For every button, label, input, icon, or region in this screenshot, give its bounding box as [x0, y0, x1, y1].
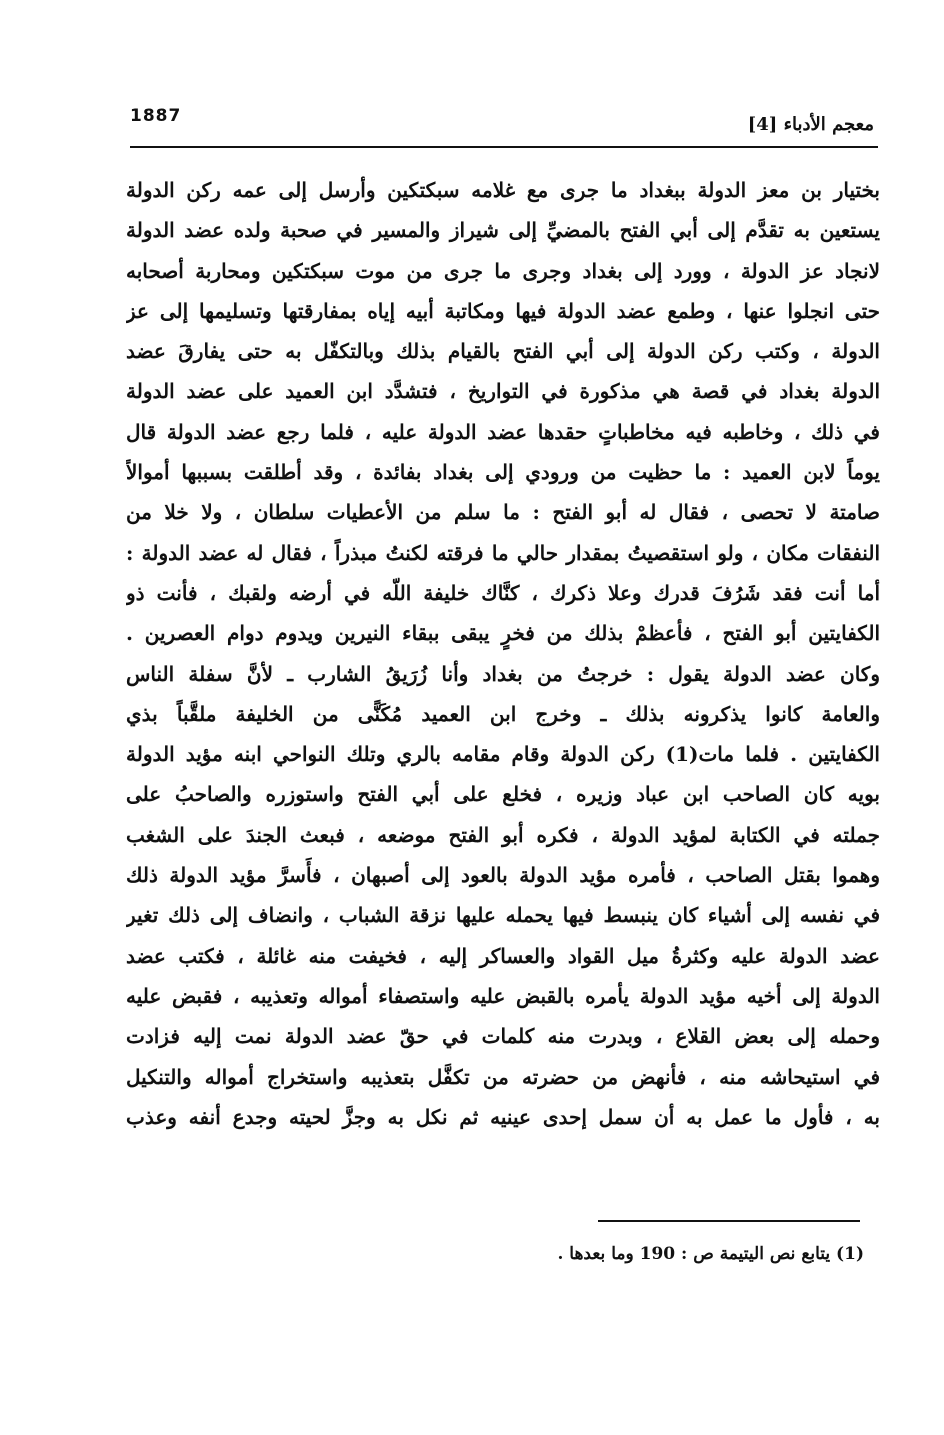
page-number: 1887 — [130, 106, 182, 126]
main-text — [126, 170, 880, 1137]
text-line: في استيحاشه منه ، فأنهض من حضرته من تكفَّل بتعذيبه واستخراج أمواله والتنكيل — [126, 1064, 880, 1089]
text-line: بويه كان الصاحب ابن عباد وزيره ، فخلع على أبي الفتح واستوزره والصاحبُ على — [126, 782, 880, 807]
text-line: أما أنت فقد شَرُفَ قدرك وعلا ذكرك ، كنَّاك خليفة اللّه في أرضه ولقبك ، فأنت ذو — [126, 580, 880, 605]
page-header — [130, 100, 878, 136]
text-line: جملته في الكتابة لمؤيد الدولة ، فكره أبو الفتح موضعه ، فبعث الجندَ على الشغب — [126, 822, 880, 847]
text-line: النفقات مكان ، ولو استقصيتُ بمقدار حالي ما فرقته لكنتُ مبذراً ، فقال له عضد الدولة : — [126, 540, 880, 565]
text-line: حتى انجلوا عنها ، وطمع عضد الدولة فيها ومكاتبة أبيه إياه بمفارقتها وتسليمها إلى عز — [126, 298, 880, 323]
text-line: يستعين به تقدَّم إلى أبي الفتح بالمضيِّ إلى شيراز والمسير في صحبة ولده عضد الدولة — [126, 218, 880, 243]
text-line: الدولة ، وكتب ركن الدولة إلى أبي الفتح بالقيام بذلك وبالتكفّل به حتى يفارقَ عضد — [126, 339, 880, 364]
text-line: الدولة إلى أخيه مؤيد الدولة يأمره بالقبض عليه واستصفاء أمواله وتعذيبه ، فقبض عليه — [126, 983, 880, 1008]
header-divider — [130, 146, 878, 148]
running-title: معجم الأدباء [4] — [747, 114, 874, 135]
text-line: بختيار بن معز الدولة ببغداد ما جرى مع غلامه سبكتكين وأرسل إلى عمه ركن الدولة — [126, 178, 880, 202]
text-line: لانجاد عز الدولة ، وورد إلى بغداد وجرى ما جرى من موت سبكتكين ومحاربة أصحابه — [126, 258, 880, 283]
text-line: وهموا بقتل الصاحب ، فأمره مؤيد الدولة بالعود إلى أصبهان ، فأَسرَّ مؤيد الدولة ذلك — [126, 863, 880, 888]
text-line: وكان عضد الدولة يقول : خرجتُ من بغداد وأنا زُرَيقُ الشارب ـ لأنَّ سفلة الناس — [126, 661, 880, 686]
text-line: في ذلك ، وخاطبه فيه مخاطباتٍ حقدها عضد الدولة عليه ، فلما رجع عضد الدولة قال — [126, 419, 880, 444]
text-line: في نفسه إلى أشياء كان ينبسط فيها يحمله عليها نزقة الشباب ، وانضاف إلى ذلك تغير — [126, 903, 880, 928]
text-line: وحمله إلى بعض القلاع ، وبدرت منه كلمات في حقّ عضد الدولة نمت إليه فزادت — [126, 1024, 880, 1049]
text-line: الكفايتين . فلما مات(1) ركن الدولة وقام مقامه بالري وتلك النواحي ابنه مؤيد الدولة — [126, 742, 880, 767]
footnote: (1) يتابع نص اليتيمة ص : 190 وما بعدها . — [557, 1244, 864, 1264]
text-line: به ، فأول ما عمل به أن سمل إحدى عينيه ثم نكل به وجزَّ لحيته وجدع أنفه وعذب — [126, 1104, 880, 1129]
text-line: الكفايتين أبو الفتح ، فأعظمْ بذلك من فخرٍ يبقى ببقاء النيرين ويدوم دوام العصرين . — [126, 621, 880, 646]
text-line: والعامة كانوا يذكرونه بذلك ـ وخرج ابن العميد مُكَنًّى من الخليفة ملقَّباً بذي — [126, 701, 880, 726]
text-line: يوماً لابن العميد : ما حظيت من ورودي إلى بغداد بفائدة ، وقد أطلقت بسببها أموالاً — [126, 460, 880, 485]
text-line: الدولة بغداد في قصة هي مذكورة في التواريخ ، فتشدَّد ابن العميد على عضد الدولة — [126, 379, 880, 404]
text-line: صامتة لا تحصى ، فقال له أبو الفتح : ما سلم من الأعطيات سلطان ، ولا خلا من — [126, 500, 880, 525]
text-line: عضد الدولة عليه وكثرةُ ميل القواد والعساكر إليه ، فخيفت منه غائلة ، فكتب عضد — [126, 943, 880, 968]
footnote-divider — [598, 1220, 860, 1222]
